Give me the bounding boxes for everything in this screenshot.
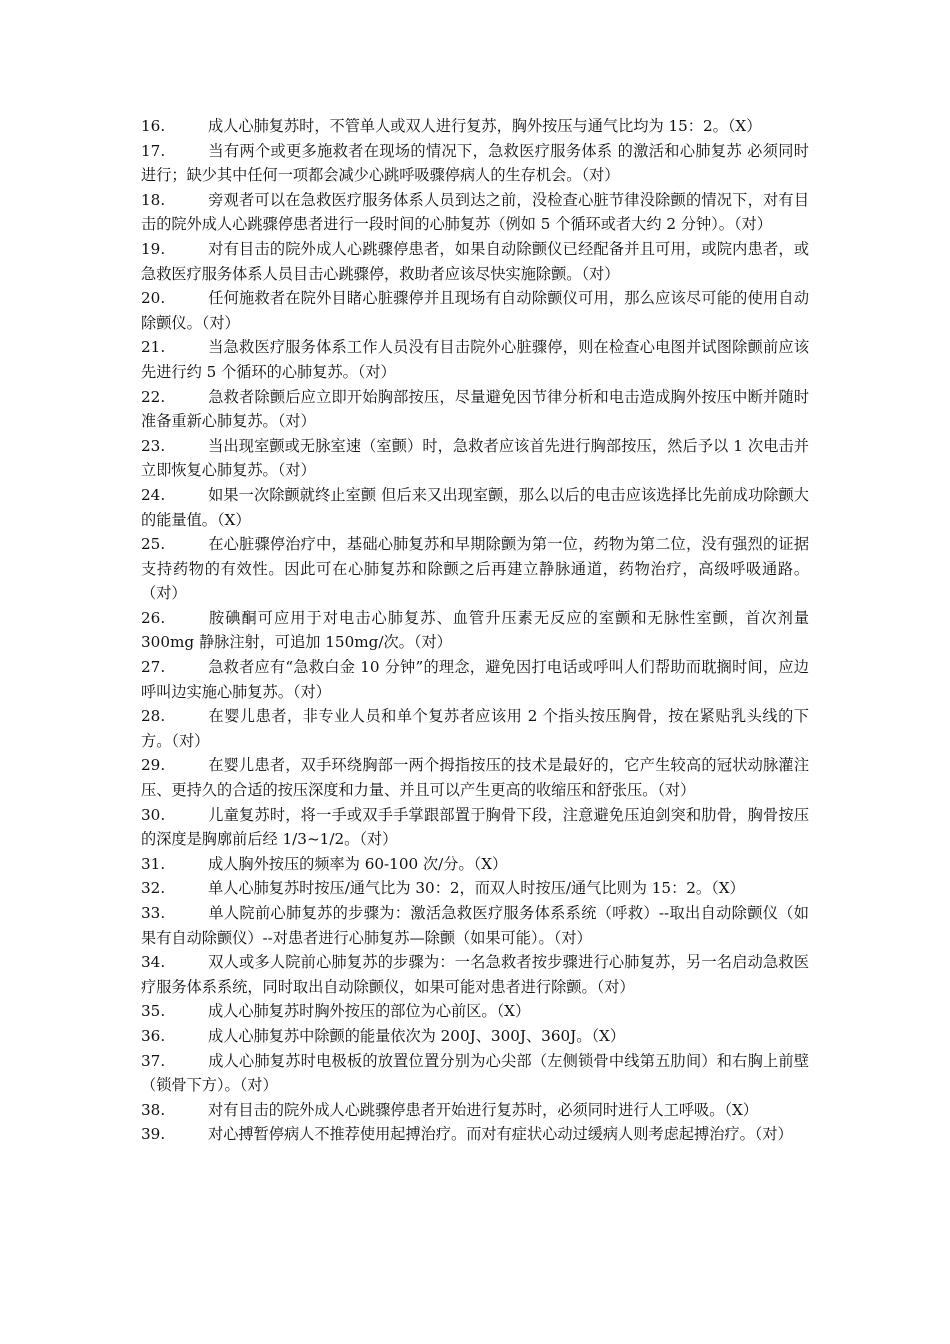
item-text: 如果一次除颤就终止室颤 但后来又出现室颤，那么以后的电击应该选择比先前成功除颤大的能量值。（X） <box>141 485 809 529</box>
list-item <box>141 753 809 802</box>
item-text: 成人心肺复苏中除颤的能量依次为 200J、300J、360J。（X） <box>208 1026 626 1045</box>
item-text: 当有两个或更多施救者在现场的情况下，急救医疗服务体系 的激活和心肺复苏 必须同时进行；缺少其中任何一项都会减少心跳呼吸骤停病人的生存机会。（对） <box>141 141 809 185</box>
item-number: 28. <box>141 707 166 726</box>
list-item <box>141 114 809 139</box>
question-list <box>141 114 809 1147</box>
item-number: 21. <box>141 338 166 357</box>
item-text: 当出现室颤或无脉室速（室颤）时，急救者应该首先进行胸部按压，然后予以 1 次电击并立即恢复心肺复苏。（对） <box>141 436 809 480</box>
item-number: 24. <box>141 485 166 504</box>
item-number: 16. <box>141 117 166 135</box>
item-number: 30. <box>141 805 166 824</box>
item-number: 27. <box>141 658 166 677</box>
item-text: 儿童复苏时，将一手或双手手掌跟部置于胸骨下段，注意避免压迫剑突和肋骨，胸骨按压的深度是胸廓前后经 1/3~1/2。（对） <box>141 805 809 849</box>
item-text: 急救者应有“急救白金 10 分钟”的理念，避免因打电话或呼叫人们帮助而耽搁时间，应边呼叫边实施心肺复苏。（对） <box>141 658 809 701</box>
list-item <box>141 188 809 237</box>
item-number: 31. <box>141 854 166 873</box>
item-number: 29. <box>141 756 166 775</box>
list-item <box>141 385 809 434</box>
item-number: 26. <box>141 608 166 627</box>
list-item <box>141 999 809 1024</box>
item-text: 成人心肺复苏时电极板的放置位置分别为心尖部（左侧锁骨中线第五肋间）和右胸上前壁（锁骨下方）。（对） <box>141 1051 809 1095</box>
list-item <box>141 1122 809 1147</box>
item-number: 36. <box>141 1026 166 1045</box>
item-text: 在婴儿患者，非专业人员和单个复苏者应该用 2 个指头按压胸骨，按在紧贴乳头线的下方。（对） <box>141 707 809 750</box>
item-text: 成人心肺复苏时，不管单人或双人进行复苏，胸外按压与通气比均为 15：2。（X） <box>208 117 762 135</box>
list-item <box>141 606 809 655</box>
list-item <box>141 852 809 877</box>
list-item <box>141 1049 809 1098</box>
item-text: 对有目击的院外成人心跳骤停患者，如果自动除颤仪已经配备并且可用，或院内患者，或急救医疗服务体系人员目击心跳骤停，救助者应该尽快实施除颤。（对） <box>141 239 809 283</box>
list-item <box>141 876 809 901</box>
list-item <box>141 237 809 286</box>
list-item <box>141 704 809 753</box>
item-text: 任何施救者在院外目睹心脏骤停并且现场有自动除颤仪可用，那么应该尽可能的使用自动除颤仪。（对） <box>141 289 809 332</box>
item-text: 成人心肺复苏时胸外按压的部位为心前区。（X） <box>208 1002 531 1021</box>
item-number: 39. <box>141 1125 166 1144</box>
item-text: 急救者除颤后应立即开始胸部按压，尽量避免因节律分析和电击造成胸外按压中断并随时准备重新心肺复苏。（对） <box>141 387 809 431</box>
list-item <box>141 655 809 704</box>
item-number: 34. <box>141 953 166 972</box>
item-text: 单人心肺复苏时按压/通气比为 30：2，而双人时按压/通气比则为 15：2。（X） <box>208 879 745 898</box>
list-item <box>141 483 809 532</box>
item-number: 35. <box>141 1002 166 1021</box>
item-text: 对心搏暂停病人不推荐使用起搏治疗。而对有症状心动过缓病人则考虑起搏治疗。（对） <box>208 1125 793 1144</box>
item-number: 32. <box>141 879 166 898</box>
list-item <box>141 950 809 999</box>
item-text: 在婴儿患者，双手环绕胸部一两个拇指按压的技术是最好的，它产生较高的冠状动脉灌注压、更持久的合适的按压深度和力量、并且可以产生更高的收缩压和舒张压。（对） <box>141 756 809 800</box>
list-item <box>141 803 809 852</box>
item-number: 19. <box>141 239 166 258</box>
list-item <box>141 1024 809 1049</box>
item-text: 当急救医疗服务体系工作人员没有目击院外心脏骤停，则在检查心电图并试图除颤前应该先进行约 5 个循环的心肺复苏。（对） <box>141 338 809 381</box>
list-item <box>141 335 809 384</box>
item-number: 17. <box>141 141 166 160</box>
item-number: 37. <box>141 1051 166 1070</box>
list-item <box>141 286 809 335</box>
item-text: 在心脏骤停治疗中，基础心肺复苏和早期除颤为第一位，药物为第二位，没有强烈的证据支持药物的有效性。因此可在心肺复苏和除颤之后再建立静脉通道，药物治疗，高级呼吸通路。（对） <box>141 535 809 603</box>
item-number: 38. <box>141 1100 166 1119</box>
item-text: 成人胸外按压的频率为 60-100 次/分。（X） <box>208 854 508 873</box>
item-text: 双人或多人院前心肺复苏的步骤为：一名急救者按步骤进行心肺复苏，另一名启动急救医疗服务体系系统，同时取出自动除颤仪，如果可能对患者进行除颤。（对） <box>141 953 809 996</box>
item-text: 对有目击的院外成人心跳骤停患者开始进行复苏时，必须同时进行人工呼吸。（X） <box>208 1100 758 1119</box>
list-item <box>141 1098 809 1123</box>
item-number: 25. <box>141 535 166 554</box>
item-number: 20. <box>141 289 166 308</box>
item-number: 22. <box>141 387 166 406</box>
list-item <box>141 139 809 188</box>
item-number: 23. <box>141 436 166 455</box>
item-number: 33. <box>141 904 166 922</box>
item-number: 18. <box>141 190 166 209</box>
list-item <box>141 532 809 606</box>
list-item <box>141 901 809 950</box>
item-text: 胺碘酮可应用于对电击心肺复苏、血管升压素无反应的室颤和无脉性室颤，首次剂量 300mg 静脉注射，可追加 150mg/次。（对） <box>141 608 809 652</box>
list-item <box>141 434 809 483</box>
item-text: 单人院前心肺复苏的步骤为：激活急救医疗服务体系系统（呼救）--取出自动除颤仪（如果有自动除颤仪）--对患者进行心肺复苏—除颤（如果可能）。（对） <box>141 904 809 947</box>
item-text: 旁观者可以在急救医疗服务体系人员到达之前，没检查心脏节律没除颤的情况下，对有目击的院外成人心跳骤停患者进行一段时间的心肺复苏（例如 5 个循环或者大约 2 分钟）。（对） <box>141 190 809 234</box>
